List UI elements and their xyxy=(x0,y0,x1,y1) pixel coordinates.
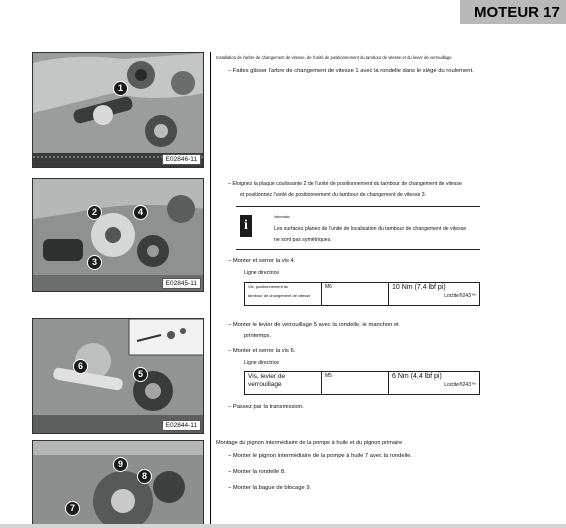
section3-guideline: Ligne directrice xyxy=(244,360,280,366)
spec-name-line2: tambour de changement de vitesse xyxy=(248,293,311,298)
callout-2: 2 xyxy=(87,205,102,220)
callout-5: 5 xyxy=(133,367,148,382)
column-divider xyxy=(210,52,211,526)
info-box xyxy=(236,206,480,250)
callout-3: 3 xyxy=(87,255,102,270)
spec-loctite: Loctite®243™ xyxy=(444,293,476,299)
info-line2: ne sont pas symétriques. xyxy=(274,237,332,243)
table-row xyxy=(245,283,480,306)
section2-step2: – Monter et serrer la vis 4. xyxy=(228,258,296,264)
section3-step2: – Monter et serrer la vis 6. xyxy=(228,348,296,354)
section4-step1: – Monter le pignon intermédiaire de la pompe à huile 7 avec la rondelle. xyxy=(228,453,413,459)
info-label: Information xyxy=(274,215,290,219)
section4-step2: – Monter la rondelle 8. xyxy=(228,469,286,475)
photo-code: E02844-11 xyxy=(162,420,201,431)
photo-oil-pump-gear xyxy=(32,440,204,526)
section4-heading: Montage du pignon intermédiaire de la pompe à huile et du pignon primaire xyxy=(216,440,403,446)
table-row xyxy=(245,372,480,395)
section3-step3: – Passez par la transmission. xyxy=(228,404,304,410)
section2-guideline: Ligne directrice xyxy=(244,270,280,276)
callout-6: 6 xyxy=(73,359,88,374)
photo-shift-shaft-graphic xyxy=(33,53,204,168)
photo-code: E02845-11 xyxy=(162,278,201,289)
photo-oil-pump-gear-graphic xyxy=(33,441,204,526)
spec-torque: 10 Nm (7,4 lbf pi) xyxy=(392,284,446,291)
section3-step1-line1: – Monter le levier de verrouillage 5 avec la rondelle, le manchon et xyxy=(228,322,399,328)
torque-table-lever xyxy=(244,371,480,395)
torque-table-drum xyxy=(244,282,480,306)
chapter-tab: MOTEUR 17 xyxy=(460,0,566,24)
callout-7: 7 xyxy=(65,501,80,516)
photo-drum-positioning xyxy=(32,178,204,292)
bottom-edge xyxy=(0,524,566,528)
info-line1: Les surfaces planes de l'unité de localisation du tambour de changement de vitesse xyxy=(274,226,467,232)
spec-size-cell: M6 xyxy=(322,283,389,306)
photo-drum-positioning-graphic xyxy=(33,179,204,292)
callout-9: 9 xyxy=(113,457,128,472)
section2-step1-line2: et positionnez l'unité de positionnement du tambour de changement de vitesse 3. xyxy=(240,192,427,198)
photo-shift-shaft xyxy=(32,52,204,168)
spec-name-line1: Vis, levier de xyxy=(248,373,286,380)
photo-locking-lever xyxy=(32,318,204,434)
section2-step1-line1: – Eloignez la plaque coulissante 2 de l'unité de positionnement du tambour de changement de vitesse xyxy=(228,181,463,187)
info-icon: i xyxy=(240,215,252,237)
section1-heading: Installation de l'arbre de changement de vitesse, de l'unité de positionnement du tambour de vitesse et du levier de verrouillage xyxy=(216,55,452,60)
callout-4: 4 xyxy=(133,205,148,220)
section1-step1: – Faites glisser l'arbre de changement de vitesse 1 avec la rondelle dans le siège du roulement. xyxy=(228,68,474,74)
photo-code: E02846-11 xyxy=(162,154,201,165)
spec-name-cell xyxy=(245,372,322,395)
spec-torque-cell xyxy=(389,283,480,306)
section3-step1-line2: printemps. xyxy=(244,333,272,339)
callout-1: 1 xyxy=(113,81,128,96)
callout-8: 8 xyxy=(137,469,152,484)
section4-step3: – Monter la bague de blocage 9. xyxy=(228,485,312,491)
spec-name-cell xyxy=(245,283,322,306)
spec-torque: 6 Nm (4,4 lbf pi) xyxy=(392,373,442,380)
spec-name-line1: Vis, positionnement du xyxy=(248,284,289,289)
spec-torque-cell xyxy=(389,372,480,395)
spec-name-line2: verrouillage xyxy=(248,381,282,388)
photo-locking-lever-graphic xyxy=(33,319,204,434)
spec-size-cell: M5 xyxy=(322,372,389,395)
spec-loctite: Loctite®243™ xyxy=(444,382,476,388)
